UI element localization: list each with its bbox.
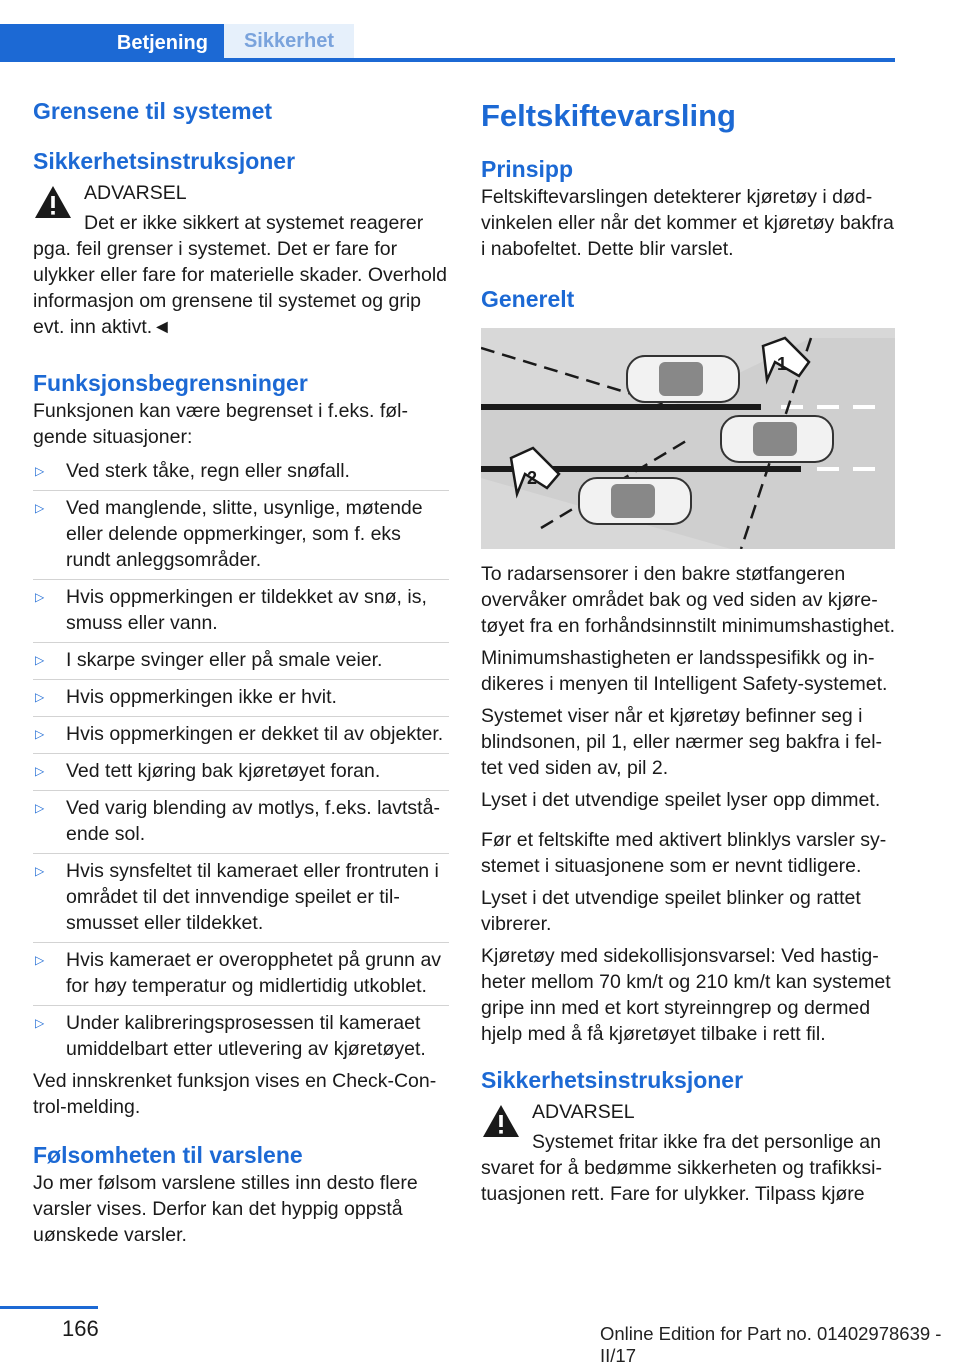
car-icon — [579, 478, 691, 524]
list-item: ▷ Under kalibreringsprosessen til kameraet umiddelbart etter utlevering av kjøretøyet. — [35, 1012, 426, 1060]
left-column — [33, 96, 449, 1248]
triangle-bullet-icon: ▷ — [35, 501, 45, 515]
triangle-bullet-icon: ▷ — [35, 727, 45, 741]
warning-first-line: Systemet fritar ikke fra det personlige an — [532, 1131, 881, 1153]
list-item: ▷ Ved manglende, slitte, usynlige, møtende eller delende oppmerkinger, som f. eks rundt anleggsområder. — [33, 491, 449, 580]
header-tabs — [0, 0, 895, 62]
footer-rule — [0, 1306, 98, 1309]
warning-triangle-icon — [33, 184, 73, 220]
svg-text:1: 1 — [777, 354, 788, 374]
lane-diagram-illustration — [481, 328, 895, 549]
list-item: ▷ Hvis oppmerkingen er tildekket av snø, is, smuss eller vann. — [33, 580, 449, 643]
heading-sensitivity: Følsomheten til varslene — [33, 1142, 303, 1168]
paragraph-light-blink: Lyset i det utvendige speilet blinker og rattet vibrerer. — [481, 887, 861, 935]
function-intro: Funksjonen kan være begrenset i f.eks. følgende situasjoner: — [33, 400, 409, 448]
triangle-bullet-icon: ▷ — [35, 801, 45, 815]
triangle-bullet-icon: ▷ — [35, 464, 45, 478]
triangle-bullet-icon: ▷ — [35, 864, 45, 878]
warning-first-line: Det er ikke sikkert at systemet reagerer — [84, 212, 424, 234]
triangle-bullet-icon: ▷ — [35, 590, 45, 604]
tab-betjening[interactable]: Betjening — [0, 24, 224, 62]
car-icon — [627, 356, 739, 402]
tab-sikkerhet[interactable]: Sikkerhet — [224, 24, 354, 58]
paragraph-light-dim: Lyset i det utvendige speilet lyser opp dimmet. — [481, 789, 881, 811]
warning-text: pga. feil grenser i systemet. Det er fare for ulykker eller fare for materielle skader. Overhold informasjon om grensene til systemet og grip evt. inn aktivt.◄ — [33, 238, 448, 338]
triangle-bullet-icon: ▷ — [35, 1016, 45, 1030]
heading-function-limits: Funksjonsbegrensninger — [33, 370, 308, 396]
page-title: Feltskiftevarsling — [481, 98, 736, 133]
warning-block — [33, 180, 449, 340]
paragraph-radar: To radarsensorer i den bakre støtfangeren overvåker området bak og ved siden av kjøretøyet fra en forhåndsinnstilt minimumshastighet. — [481, 563, 896, 637]
warning-block-right — [481, 1099, 897, 1207]
paragraph-side-collision: Kjøretøy med sidekollisjonsvarsel: Ved hastigheter mellom 70 km/t og 210 km/t kan systemet gripe inn med et kort styreinngrep og dermed hjelp med å få kjøretøyet tilbake i rett fil. — [481, 945, 891, 1045]
warning-triangle-icon — [481, 1103, 521, 1139]
triangle-bullet-icon: ▷ — [35, 653, 45, 667]
list-item: ▷ Hvis oppmerkingen ikke er hvit. — [33, 680, 449, 717]
page-number: 166 — [62, 1316, 99, 1341]
heading-general: Generelt — [481, 286, 575, 312]
list-item: ▷ Ved sterk tåke, regn eller snøfall. — [33, 454, 449, 491]
svg-text:2: 2 — [527, 468, 538, 488]
list-item: ▷ Hvis oppmerkingen er dekket til av objekter. — [33, 717, 449, 754]
triangle-bullet-icon: ▷ — [35, 953, 45, 967]
warning-label: ADVARSEL — [84, 182, 187, 204]
warning-text: svaret for å bedømme sikkerheten og trafikksituasjonen rett. Fare for ulykker. Tilpass kjøre — [481, 1157, 882, 1205]
paragraph-min-speed: Minimumshastigheten er landsspesifikk og indikeres i menyen til Intelligent Safety-systemet. — [481, 647, 888, 695]
list-item: ▷ Hvis synsfeltet til kameraet eller frontruten i området til det innvendige speilet er tilsmusset eller tildekket. — [33, 854, 449, 943]
paragraph-blind-spot: Systemet viser når et kjøretøy befinner seg i blindsonen, pil 1, eller nærmer seg bakfra i feltet ved siden av, pil 2. — [481, 705, 883, 779]
heading-system-limits: Grensene til systemet — [33, 98, 273, 124]
right-column — [481, 96, 897, 1207]
function-outro: Ved innskrenket funksjon vises en Check-Control-melding. — [33, 1070, 437, 1118]
heading-safety-instructions-right: Sikkerhetsinstruksjoner — [481, 1067, 744, 1093]
limitations-list — [33, 454, 449, 1068]
warning-label: ADVARSEL — [532, 1101, 635, 1123]
triangle-bullet-icon: ▷ — [35, 690, 45, 704]
heading-safety-instructions: Sikkerhetsinstruksjoner — [33, 148, 296, 174]
list-item: ▷ I skarpe svinger eller på smale veier. — [33, 643, 449, 680]
list-item: ▷ Hvis kameraet er overopphetet på grunn av for høy temperatur og midlertidig utkoblet. — [33, 943, 449, 1006]
list-item: ▷ Ved tett kjøring bak kjøretøyet foran. — [33, 754, 449, 791]
header-rule — [0, 58, 895, 62]
heading-principle: Prinsipp — [481, 156, 574, 182]
sensitivity-text: Jo mer følsom varslene stilles inn desto flere varsler vises. Derfor kan det hyppig oppstå uønskede varsler. — [33, 1172, 418, 1246]
principle-text: Feltskiftevarslingen detekterer kjøretøy i dødvinkelen eller når det kommer et kjøretøy bakfra i nabofeltet. Dette blir varslet. — [481, 186, 894, 260]
list-item: ▷ Ved varig blending av motlys, f.eks. lavtstående sol. — [33, 791, 449, 854]
paragraph-before-change: Før et feltskifte med aktivert blinklys varsler systemet i situasjonene som er nevnt tidligere. — [481, 829, 887, 877]
triangle-bullet-icon: ▷ — [35, 764, 45, 778]
edition-note: Online Edition for Part no. 01402978639 - II/17 — [600, 1323, 942, 1366]
car-icon — [721, 416, 833, 462]
lane-change-figure — [481, 328, 895, 549]
